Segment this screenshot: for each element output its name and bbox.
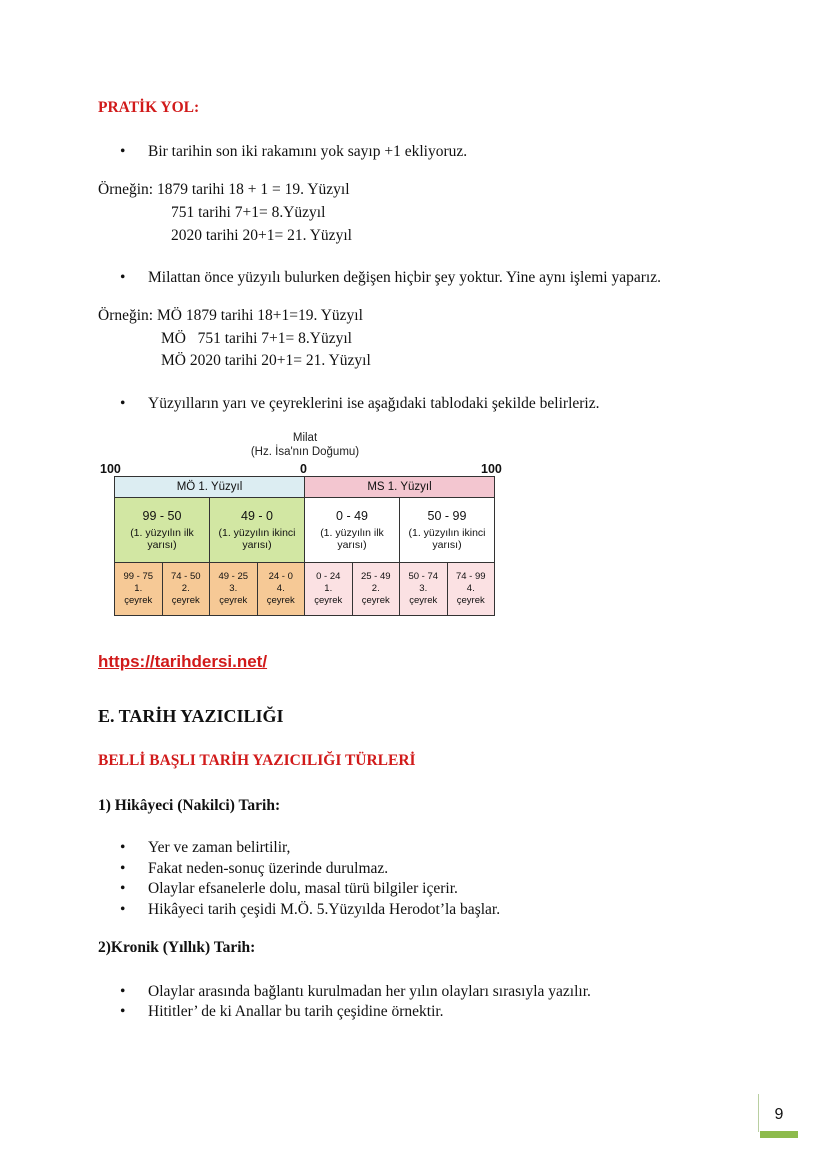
bullet-icon: • xyxy=(120,901,126,918)
quarter-cell xyxy=(448,563,495,615)
quarter-range: 74 - 99 xyxy=(455,571,486,582)
half-cell xyxy=(210,498,305,562)
list-item xyxy=(120,839,290,857)
list-item-text: Fakat neden-sonuç üzerinde durulmaz. xyxy=(148,860,389,877)
list-item xyxy=(120,143,467,161)
list-item-text: Bir tarihin son iki rakamını yok sayıp +1 ekliyoruz. xyxy=(148,143,468,160)
quarter-number: 1. xyxy=(324,583,333,594)
quarter-number: 4. xyxy=(466,583,475,594)
page-number-divider xyxy=(758,1094,759,1132)
example-line: Örneğin: MÖ 1879 tarihi 18+1=19. Yüzyıl xyxy=(98,307,363,324)
list-item-text: Olaylar efsanelerle dolu, masal türü bilgiler içerir. xyxy=(148,880,458,897)
bullet-icon: • xyxy=(120,839,126,856)
quarter-label: çeyrek xyxy=(124,595,153,606)
half-range: 99 - 50 xyxy=(142,509,182,523)
type2-title: 2)Kronik (Yıllık) Tarih: xyxy=(98,939,256,956)
bullet-icon: • xyxy=(120,860,126,877)
list-item xyxy=(120,1003,444,1021)
quarter-number: 3. xyxy=(229,583,238,594)
center-number: 0 xyxy=(300,462,307,476)
quarter-number: 4. xyxy=(276,583,285,594)
quarter-label: çeyrek xyxy=(361,595,390,606)
quarter-range: 24 - 0 xyxy=(268,571,293,582)
bullet-icon: • xyxy=(120,1003,126,1020)
century-table xyxy=(114,476,495,616)
source-link[interactable]: https://tarihdersi.net/ xyxy=(98,652,268,671)
quarter-range: 74 - 50 xyxy=(170,571,201,582)
quarter-label: çeyrek xyxy=(171,595,200,606)
list-item xyxy=(120,269,661,287)
half-desc: (1. yüzyılın ilk yarısı) xyxy=(320,527,384,551)
half-cell xyxy=(400,498,494,562)
section-subtitle: BELLİ BAŞLI TARİH YAZICILIĞI TÜRLERİ xyxy=(98,752,416,769)
quarter-range: 50 - 74 xyxy=(408,571,439,582)
right-number: 100 xyxy=(481,462,502,476)
list-item xyxy=(120,860,388,878)
quarter-range: 0 - 24 xyxy=(316,571,341,582)
milat-label: Milat xyxy=(292,432,318,444)
quarter-number: 2. xyxy=(371,583,380,594)
half-range: 50 - 99 xyxy=(427,509,467,523)
half-desc: (1. yüzyılın ilk yarısı) xyxy=(130,527,194,551)
page-number-bar xyxy=(760,1131,798,1138)
quarter-cell xyxy=(305,563,353,615)
quarter-number: 1. xyxy=(134,583,143,594)
example-line: 2020 tarihi 20+1= 21. Yüzyıl xyxy=(171,227,352,244)
list-item-text: Yer ve zaman belirtilir, xyxy=(148,839,291,856)
half-range: 49 - 0 xyxy=(241,509,273,523)
quarter-cell xyxy=(353,563,401,615)
table-header-row xyxy=(114,476,495,497)
list-item-text: Yüzyılların yarı ve çeyreklerini ise aşağıdaki tablodaki şekilde belirleriz. xyxy=(148,395,600,412)
half-desc: (1. yüzyılın ikinci yarısı) xyxy=(218,527,296,551)
quarter-label: çeyrek xyxy=(219,595,248,606)
quarter-number: 3. xyxy=(419,583,428,594)
quarter-range: 49 - 25 xyxy=(218,571,249,582)
list-item xyxy=(120,395,599,413)
section-title: E. TARİH YAZICILIĞI xyxy=(98,706,284,726)
example-line: MÖ 2020 tarihi 20+1= 21. Yüzyıl xyxy=(161,352,371,369)
quarter-cell xyxy=(400,563,448,615)
list-item-text: Milattan önce yüzyılı bulurken değişen hiçbir şey yoktur. Yine aynı işlemi yaparız. xyxy=(148,269,661,286)
century-diagram xyxy=(100,430,520,620)
list-item xyxy=(120,983,591,1001)
quarter-label: çeyrek xyxy=(456,595,485,606)
left-number: 100 xyxy=(100,462,121,476)
page-number: 9 xyxy=(774,1106,784,1123)
list-item-text: Hikâyeci tarih çeşidi M.Ö. 5.Yüzyılda Herodot’la başlar. xyxy=(148,901,501,918)
type1-title: 1) Hikâyeci (Nakilci) Tarih: xyxy=(98,797,281,814)
quarter-number: 2. xyxy=(181,583,190,594)
quarter-label: çeyrek xyxy=(409,595,438,606)
example-line: Örneğin: 1879 tarihi 18 + 1 = 19. Yüzyıl xyxy=(98,181,350,198)
mo-header: MÖ 1. Yüzyıl xyxy=(115,477,305,497)
half-cell xyxy=(305,498,400,562)
bullet-icon: • xyxy=(120,395,126,412)
ms-header: MS 1. Yüzyıl xyxy=(305,477,494,497)
quarter-cell xyxy=(115,563,163,615)
half-desc: (1. yüzyılın ikinci yarısı) xyxy=(408,527,486,551)
example-line: 751 tarihi 7+1= 8.Yüzyıl xyxy=(171,204,326,221)
half-range: 0 - 49 xyxy=(336,509,368,523)
quarter-range: 25 - 49 xyxy=(360,571,391,582)
milat-sublabel: (Hz. İsa'nın Doğumu) xyxy=(250,446,360,458)
bullet-icon: • xyxy=(120,269,126,286)
bullet-icon: • xyxy=(120,983,126,1000)
practical-heading: PRATİK YOL: xyxy=(98,99,200,116)
quarter-label: çeyrek xyxy=(266,595,295,606)
quarter-range: 99 - 75 xyxy=(123,571,154,582)
list-item-text: Olaylar arasında bağlantı kurulmadan her yılın olayları sırasıyla yazılır. xyxy=(148,983,591,1000)
example-line: MÖ 751 tarihi 7+1= 8.Yüzyıl xyxy=(161,330,352,347)
list-item-text: Hititler’ de ki Anallar bu tarih çeşidine örnektir. xyxy=(148,1003,444,1020)
quarters-row xyxy=(114,562,495,616)
half-cell xyxy=(115,498,210,562)
quarter-cell xyxy=(210,563,258,615)
quarter-label: çeyrek xyxy=(314,595,343,606)
quarter-cell xyxy=(258,563,306,615)
bullet-icon: • xyxy=(120,880,126,897)
list-item xyxy=(120,901,500,919)
halves-row xyxy=(114,497,495,562)
list-item xyxy=(120,880,458,898)
quarter-cell xyxy=(163,563,211,615)
bullet-icon: • xyxy=(120,143,126,160)
